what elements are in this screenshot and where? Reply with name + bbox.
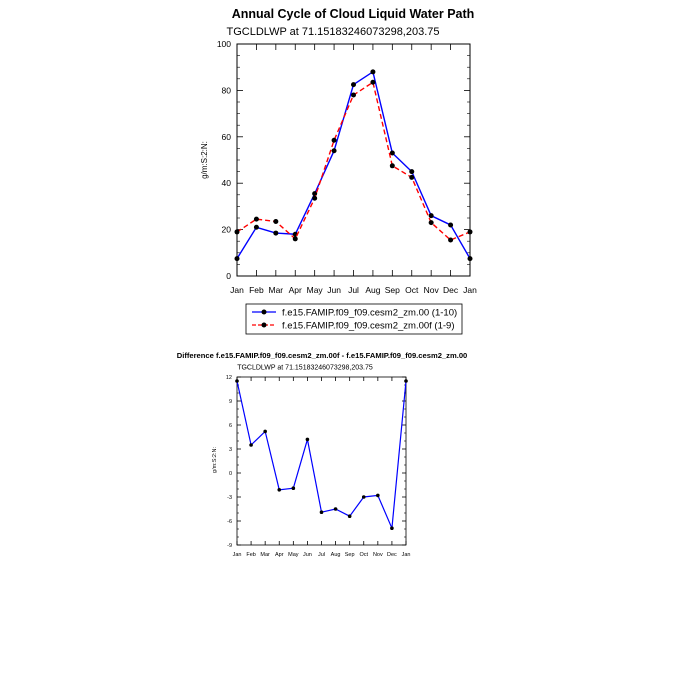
chart2-xtick-label: Jun: [302, 552, 312, 558]
chart1-xtick-label: Jan: [230, 285, 244, 295]
chart1-xtick-label: Mar: [268, 285, 284, 295]
chart2-ytick-label: -9: [227, 542, 232, 549]
chart2-series1-point: [376, 494, 380, 498]
chart1-series2-line: [237, 82, 470, 240]
chart1-series2-point: [254, 217, 259, 222]
chart2-xtick-label: Apr: [274, 552, 284, 558]
chart1-series2-point: [390, 163, 395, 168]
chart2-xtick-label: Sep: [344, 552, 355, 558]
chart2-ytick-label: -3: [227, 494, 232, 501]
chart2-subtitle: TGCLDLWP at 71.15183246073298,203.75: [237, 364, 373, 372]
chart2-series1-point: [292, 486, 296, 490]
chart1-series2-point: [370, 80, 375, 85]
chart1-series1-point: [254, 225, 259, 230]
chart1-subtitle: TGCLDLWP at 71.15183246073298,203.75: [226, 26, 440, 38]
chart1-series2-point: [429, 220, 434, 225]
chart1-ytick-label: 40: [221, 178, 231, 189]
chart1-xtick-label: Nov: [423, 285, 439, 295]
chart1-series2-point: [351, 93, 356, 98]
chart2-ytick-label: 9: [228, 398, 232, 405]
chart1-series2-point: [409, 175, 414, 180]
chart1-ytick-label: 100: [216, 38, 231, 49]
chart1-series1-point: [429, 213, 434, 218]
chart1-ytick-label: 20: [221, 224, 231, 235]
chart1-xtick-label: Dec: [443, 285, 459, 295]
chart1-series1-point: [390, 151, 395, 156]
chart2-ytick-label: -6: [227, 518, 232, 525]
chart1-series2-point: [448, 238, 453, 243]
chart1-series1-point: [235, 256, 240, 261]
chart2-series1-point: [390, 526, 394, 530]
legend-series2-marker: [262, 323, 267, 328]
chart2-ytick-label: 12: [225, 374, 232, 381]
chart1-xtick-label: Apr: [288, 285, 302, 295]
legend-series1-label: f.e15.FAMIP.f09_f09.cesm2_zm.00 (1-10): [282, 307, 458, 319]
chart2-xtick-label: Nov: [372, 552, 383, 558]
chart1-title: Annual Cycle of Cloud Liquid Water Path: [231, 7, 475, 21]
chart1-ytick-label: 60: [221, 131, 231, 142]
chart2-series1-point: [306, 438, 310, 442]
chart1-series1-point: [351, 82, 356, 87]
chart1-legend: [246, 304, 462, 334]
chart1-ytick-label: 0: [226, 270, 231, 281]
chart1-plot-frame: [237, 44, 470, 276]
chart1-xtick-label: Aug: [365, 285, 381, 295]
chart2-series1-point: [263, 430, 267, 434]
chart2-xtick-label: Jul: [317, 552, 326, 558]
chart1-xtick-label: Sep: [384, 285, 400, 295]
chart1-series1-line: [237, 72, 470, 259]
chart2-xtick-label: Feb: [246, 552, 256, 558]
chart2-ytick-label: 3: [228, 446, 232, 453]
chart1-xtick-label: May: [306, 285, 323, 295]
chart2-xtick-label: Dec: [387, 552, 397, 558]
chart2-xtick-label: Jan: [401, 552, 411, 558]
chart1-xtick-label: Jun: [327, 285, 341, 295]
chart2-ylabel: g/m:S:2:N:: [212, 447, 218, 473]
chart2-series1-point: [334, 507, 338, 511]
chart1-series2-point: [273, 219, 278, 224]
chart2-series1-point: [320, 510, 324, 514]
chart2-xtick-label: Jan: [232, 552, 242, 558]
chart2-xtick-label: Aug: [330, 552, 341, 558]
chart1-series1-point: [468, 256, 473, 261]
legend-series1-marker: [262, 310, 267, 315]
chart2-plot-frame: [237, 377, 406, 545]
chart2-xtick-label: May: [288, 552, 299, 558]
chart1-xtick-label: Oct: [405, 285, 419, 295]
chart2-xtick-label: Mar: [260, 552, 270, 558]
chart1-series2-point: [468, 229, 473, 234]
chart2-series1-point: [235, 379, 239, 383]
difference-chart: [177, 351, 468, 558]
chart1-ylabel: g/m:S:2:N:: [200, 141, 209, 179]
chart2-series1-point: [348, 514, 352, 518]
chart1-xtick-label: Jan: [463, 285, 477, 295]
legend-series2-label: f.e15.FAMIP.f09_f09.cesm2_zm.00f (1-9): [282, 320, 455, 332]
chart2-series1-point: [404, 379, 408, 383]
annual-cycle-chart: [200, 7, 477, 334]
chart2-ytick-label: 0: [228, 470, 232, 477]
chart1-series2-point: [332, 138, 337, 143]
chart2-xtick-label: Oct: [359, 552, 369, 558]
chart1-series1-point: [332, 148, 337, 153]
chart1-xtick-label: Feb: [249, 285, 264, 295]
chart2-series1-line: [237, 381, 406, 528]
chart1-series1-point: [448, 222, 453, 227]
chart1-series1-point: [409, 169, 414, 174]
chart2-ytick-label: 6: [228, 422, 232, 429]
chart2-series1-point: [249, 443, 253, 447]
chart1-series1-point: [273, 231, 278, 236]
chart2-title: Difference f.e15.FAMIP.f09_f09.cesm2_zm.00f - f.e15.FAMIP.f09_f09.cesm2_zm.00: [176, 351, 468, 360]
chart2-series1-point: [277, 488, 281, 492]
chart1-series2-point: [312, 196, 317, 201]
chart1-ytick-label: 80: [221, 85, 231, 96]
chart1-series2-point: [235, 229, 240, 234]
chart1-series1-point: [370, 69, 375, 74]
chart1-xtick-label: Jul: [348, 285, 359, 295]
chart1-series2-point: [293, 236, 298, 241]
chart2-series1-point: [362, 495, 366, 499]
